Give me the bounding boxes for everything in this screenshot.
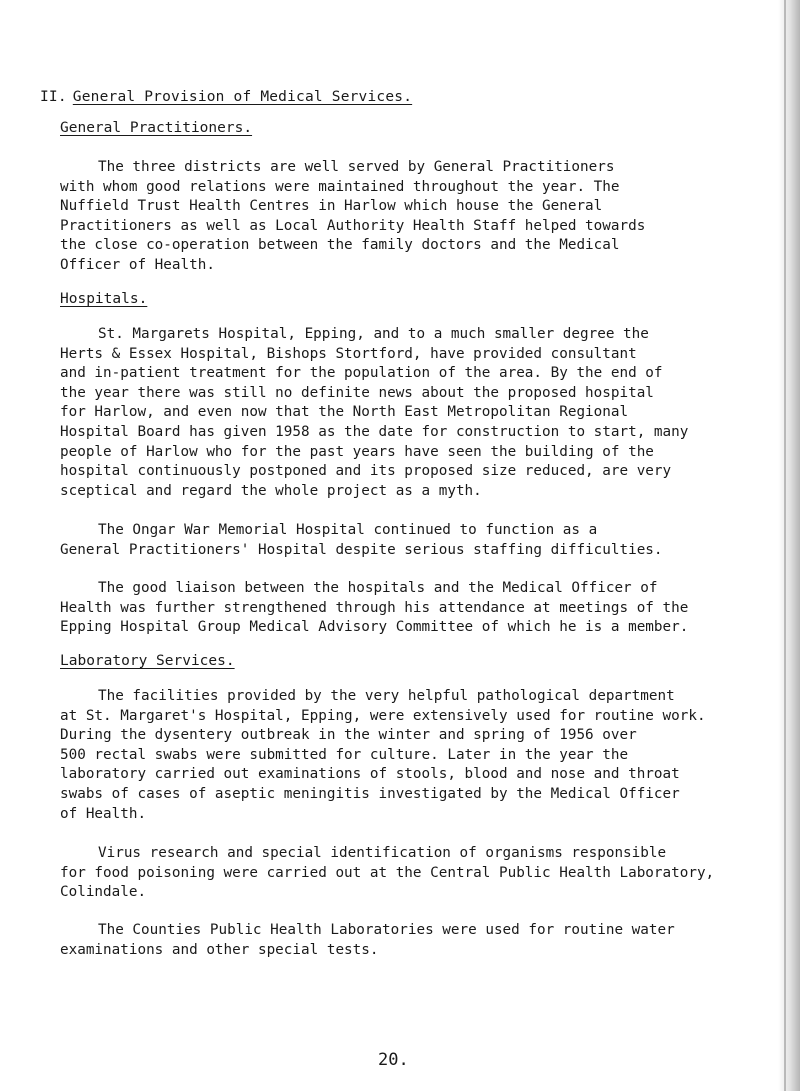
text-line: the close co-operation between the family doctors and the Medical (60, 237, 620, 254)
text-line: and in-patient treatment for the population of the area. By the end of (60, 365, 663, 382)
section-title (40, 89, 412, 105)
text-line: Virus research and special identification of organisms responsible (98, 845, 667, 861)
paragraph (60, 844, 780, 903)
page-number: 20. (378, 1050, 409, 1070)
text-line: with whom good relations were maintained throughout the year. The (60, 178, 620, 195)
text-line: General Practitioners' Hospital despite serious staffing difficulties. (60, 541, 663, 558)
text-line: 500 rectal swabs were submitted for culture. Later in the year the (60, 746, 629, 763)
subheading-hospitals: Hospitals. (60, 291, 148, 307)
paragraph (60, 579, 780, 638)
section-number: II. (40, 89, 67, 105)
paragraph (60, 521, 780, 560)
section-heading: General Provision of Medical Services. (72, 89, 413, 105)
paragraph (60, 158, 780, 276)
subheading-general-practitioners: General Practitioners. (60, 120, 253, 136)
text-line: St. Margarets Hospital, Epping, and to a much smaller degree the (98, 326, 649, 342)
text-line: The facilities provided by the very helpful pathological department (98, 688, 675, 704)
text-line: laboratory carried out examinations of stools, blood and nose and throat (60, 766, 680, 783)
page-edge-shadow (778, 0, 800, 1091)
text-line: The Counties Public Health Laboratories were used for routine water (98, 922, 675, 938)
text-line: Officer of Health. (60, 256, 215, 273)
text-line: sceptical and regard the whole project as a myth. (60, 482, 482, 499)
text-line: people of Harlow who for the past years have seen the building of the (60, 443, 654, 460)
text-line: Herts & Essex Hospital, Bishops Stortford, have provided consultant (60, 345, 637, 362)
page-edge-line (784, 0, 786, 1091)
text-line: for food poisoning were carried out at the Central Public Health Laboratory, (60, 864, 715, 881)
text-line: examinations and other special tests. (60, 941, 379, 958)
paragraph (60, 921, 780, 960)
text-line: Nuffield Trust Health Centres in Harlow which house the General (60, 198, 603, 215)
text-line: The Ongar War Memorial Hospital continued to function as a (98, 522, 598, 538)
subheading-laboratory-services: Laboratory Services. (60, 653, 235, 669)
text-line: During the dysentery outbreak in the winter and spring of 1956 over (60, 727, 637, 744)
text-line: swabs of cases of aseptic meningitis investigated by the Medical Officer (60, 785, 680, 802)
text-line: hospital continuously postponed and its proposed size reduced, are very (60, 463, 672, 480)
text-line: Epping Hospital Group Medical Advisory Committee of which he is a member. (60, 619, 689, 636)
text-line: of Health. (60, 805, 147, 822)
text-line: The good liaison between the hospitals and the Medical Officer of (98, 580, 658, 596)
paragraph (60, 687, 780, 824)
text-line: Health was further strengthened through his attendance at meetings of the (60, 599, 689, 616)
text-line: Hospital Board has given 1958 as the date for construction to start, many (60, 423, 689, 440)
paragraph (60, 325, 780, 501)
text-line: Colindale. (60, 884, 147, 901)
text-line: Practitioners as well as Local Authority Health Staff helped towards (60, 217, 646, 234)
text-line: at St. Margaret's Hospital, Epping, were extensively used for routine work. (60, 707, 706, 724)
text-line: The three districts are well served by General Practitioners (98, 159, 615, 175)
text-line: the year there was still no definite news about the proposed hospital (60, 384, 654, 401)
text-line: for Harlow, and even now that the North East Metropolitan Regional (60, 404, 629, 421)
